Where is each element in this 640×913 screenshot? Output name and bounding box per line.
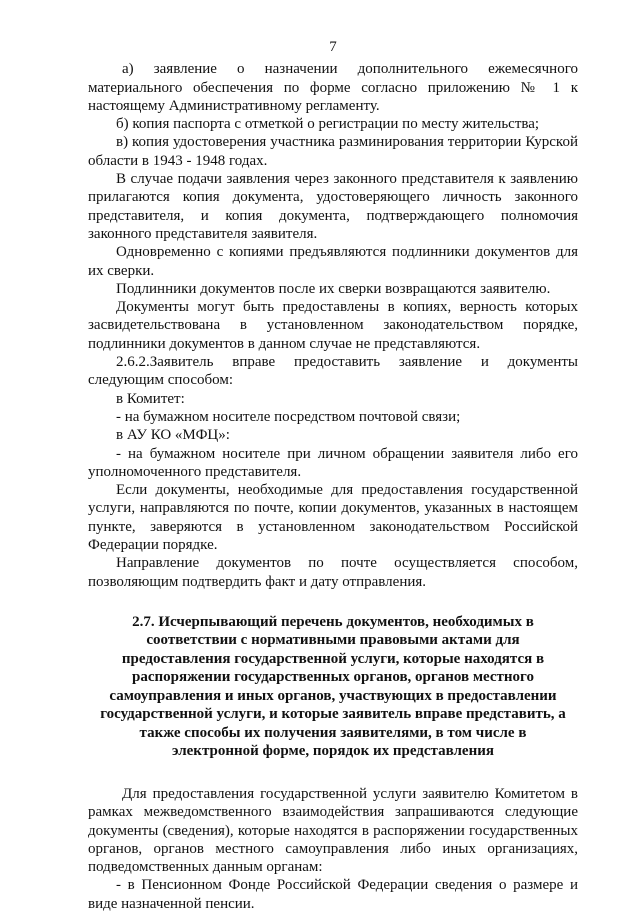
paragraphs-top [88, 60, 578, 591]
paragraph: Для предоставления государственной услуги заявителю Комитетом в рамках межведомственного взаимодействия запрашиваются следующие документы (сведения), которые находятся в распоряжении государственных органов, органов местного самоуправления либо иных организациях, подведомственных данным органам: [88, 785, 578, 876]
paragraph: 2.6.2.Заявитель вправе предоставить заявление и документы следующим способом: [88, 354, 578, 389]
paragraph: Документы могут быть предоставлены в копиях, верность которых засвидетельствована в установленном законодательством порядке, подлинники документов в данном случае не представляются. [88, 299, 578, 352]
paragraph: Подлинники документов после их сверки возвращаются заявителю. [116, 280, 551, 297]
paragraph: в Комитет: [116, 390, 185, 407]
paragraph: Одновременно с копиями предъявляются подлинники документов для их сверки. [88, 244, 578, 279]
paragraph: Если документы, необходимые для предоставления государственной услуги, направляются по почте, копии документов, указанных в настоящем пункте, заверяются в установленном законодательством Российской Федерации порядке. [88, 482, 578, 554]
paragraphs-bottom [88, 785, 578, 913]
paragraph: - на бумажном носителе посредством почтовой связи; [116, 408, 461, 425]
paragraph: В случае подачи заявления через законного представителя к заявлению прилагаются копия документа, удостоверяющего личность законного представителя, и копия документа, подтверждающего полномочия законного представителя заявителя. [88, 171, 578, 242]
paragraph: а) заявление о назначении дополнительного ежемесячного материального обеспечения по форме согласно приложению № 1 к настоящему Административному регламенту. [88, 61, 578, 114]
section-heading: 2.7. Исчерпывающий перечень документов, необходимых в соответствии с нормативными правовыми актами для предоставления государственной услуги, которые находятся в распоряжении государственных органов, органов местного самоуправления и иных органов, участвующих в предоставлении государственной услуги, и которые заявитель вправе представить, а также способы их получения заявителями, в том числе в электронной форме, порядок их представления [100, 613, 566, 760]
paragraph: в) копия удостоверения участника разминирования территории Курской области в 1943 - 1948 годах. [88, 134, 578, 169]
paragraph: - в Пенсионном Фонде Российской Федерации сведения о размере и виде назначенной пенсии. [88, 877, 578, 912]
paragraph: б) копия паспорта с отметкой о регистрации по месту жительства; [116, 116, 540, 133]
paragraph: Направление документов по почте осуществляется способом, позволяющим подтвердить факт и дату отправления. [88, 555, 578, 590]
page-number: 7 [329, 39, 337, 55]
paragraph: в АУ КО «МФЦ»: [116, 427, 230, 444]
paragraph: - на бумажном носителе при личном обращении заявителя либо его уполномоченного представителя. [88, 445, 578, 480]
